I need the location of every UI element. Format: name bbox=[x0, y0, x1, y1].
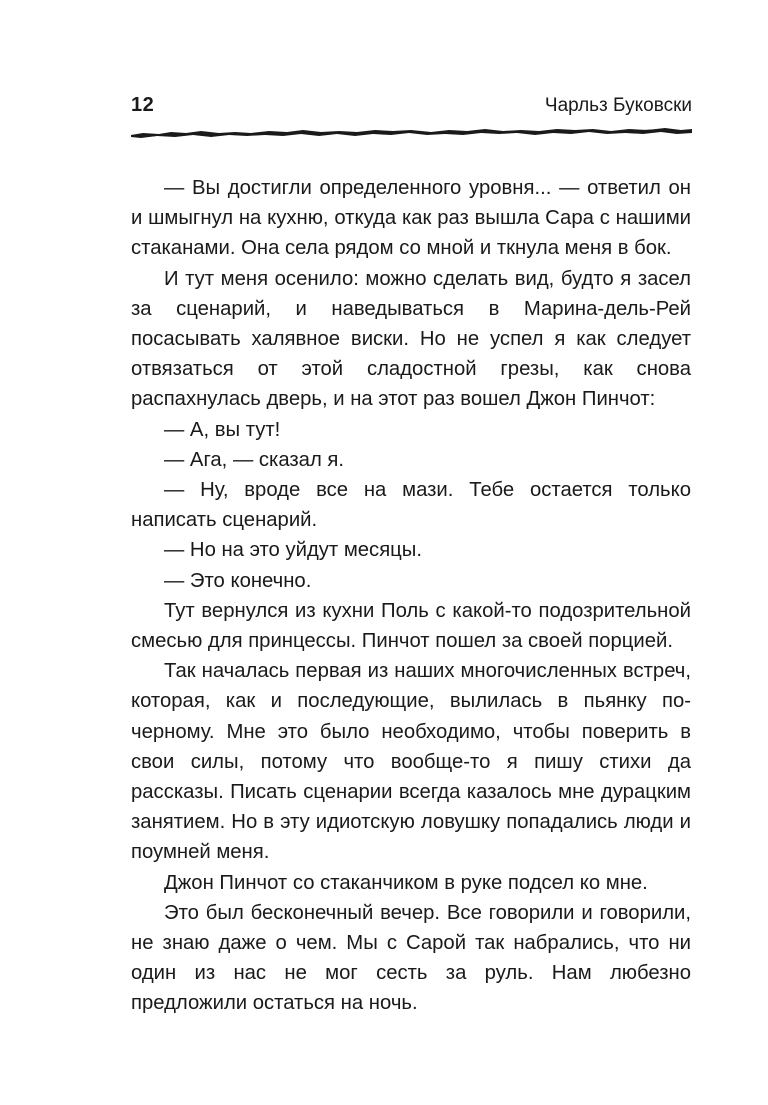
running-title: Чарльз Буковски bbox=[544, 95, 692, 116]
paragraph: Тут вернулся из кухни Поль с какой-то подозрительной смесью для принцессы. Пинчот пошел за своей порцией. bbox=[131, 599, 691, 653]
paragraph: Джон Пинчот со стаканчиком в руке подсел ко мне. bbox=[164, 871, 648, 894]
paragraph: Это был бесконечный вечер. Все говорили и говорили, не знаю даже о чем. Мы с Сарой так набрались, что ни один из нас не мог сесть за руль. Нам любезно предложили остаться на ночь. bbox=[131, 901, 691, 1015]
paragraph: — Это конечно. bbox=[164, 569, 312, 592]
paragraph: — Вы достигли определенного уровня... — ответил он и шмыгнул на кухню, откуда как раз вышла Сара с нашими стаканами. Она села рядом со мной и ткнула меня в бок. bbox=[131, 177, 691, 260]
page-number: 12 bbox=[131, 94, 155, 116]
paragraph: Так началась первая из наших многочисленных встреч, которая, как и последующие, вылилась в пьянку по-черному. Мне это было необходимо, чтобы поверить в свои силы, потому что вообще-то я пишу стихи да рассказы. Писать сценарии всегда казалось мне дурацким занятием. Но в эту идиотскую ловушку попадались люди и поумней меня. bbox=[131, 660, 691, 864]
decorative-brush-rule bbox=[131, 124, 692, 140]
paragraph: И тут меня осенило: можно сделать вид, будто я засел за сценарий, и наведываться в Марина-дель-Рей посасывать халявное виски. Но не успел я как следует отвязаться от этой сладостной грезы, как снова распахнулась дверь, и на этот раз вошел Джон Пинчот: bbox=[131, 267, 691, 411]
paragraph: — Ну, вроде все на мази. Тебе остается только написать сценарий. bbox=[131, 479, 691, 532]
paragraph: — Ага, — сказал я. bbox=[164, 448, 345, 471]
paragraph: — Но на это уйдут месяцы. bbox=[164, 539, 423, 562]
paragraph: — А, вы тут! bbox=[164, 418, 281, 441]
body-text bbox=[131, 173, 691, 1019]
